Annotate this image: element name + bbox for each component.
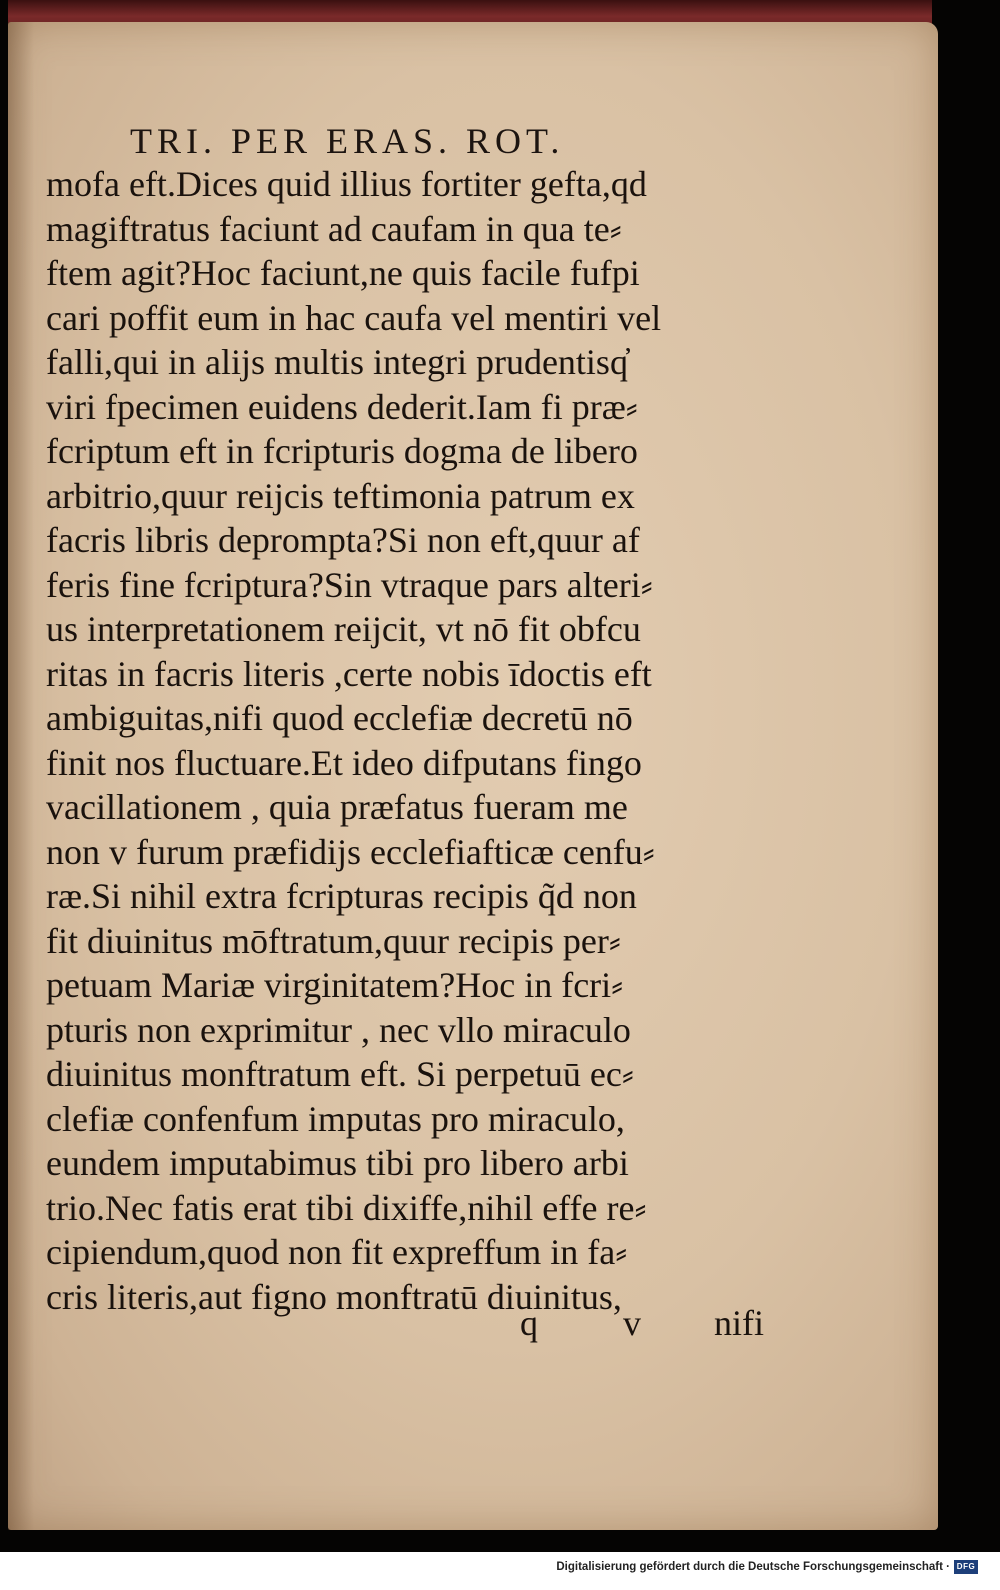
catchword-line (8, 1302, 938, 1352)
signature-mark: q v (520, 1303, 679, 1343)
book-page (8, 22, 938, 1530)
text-line: ftem agit?Hoc faciunt,ne quis facile fufpi (46, 253, 640, 293)
funding-credit: Digitalisierung gefördert durch die Deutsche Forschungsgemeinschaft · (556, 1561, 950, 1573)
text-line: trio.Nec fatis erat tibi dixiffe,nihil effe re⸗ (46, 1187, 647, 1228)
text-line: finit nos fluctuare.Et ideo difputans fingo (46, 742, 642, 783)
text-line: ritas in facris literis ,certe nobis īdoctis eft (46, 653, 652, 694)
text-line: petuam Mariæ virginitatem?Hoc in fcri⸗ (46, 965, 624, 1005)
text-line: ræ.Si nihil extra fcripturas recipis q̃d non (46, 876, 637, 916)
text-line: eundem imputabimus tibi pro libero arbi (46, 1143, 629, 1183)
text-line: diuinitus monftratum eft. Si perpetuū ec⸗ (46, 1054, 634, 1094)
text-block (46, 162, 776, 1319)
text-line: cris literis,aut figno monftratū diuinitus, (46, 1276, 622, 1317)
footer-bar (0, 1552, 1000, 1590)
text-line: arbitrio,quur reijcis teftimonia patrum ex (46, 475, 635, 516)
running-head: TRI. PER ERAS. ROT. (130, 121, 565, 161)
catchword: nifi (714, 1303, 764, 1343)
text-line: viri fpecimen euidens dederit.Iam fi præ⸗ (46, 386, 638, 427)
text-line: vacillationem , quia præfatus fueram me (46, 787, 628, 827)
text-line: us interpretationem reijcit, vt nō fit obfcu (46, 609, 641, 649)
text-line: pturis non exprimitur , nec vllo miraculo (46, 1009, 631, 1050)
text-line: clefiæ confenfum imputas pro miraculo, (46, 1098, 625, 1139)
text-line: feris fine fcriptura?Sin vtraque pars alteri⸗ (46, 564, 653, 605)
text-line: mofa eft.Dices quid illius fortiter gefta,qd (46, 164, 647, 204)
text-line: cipiendum,quod non fit expreffum in fa⸗ (46, 1232, 628, 1272)
text-line: ambiguitas,nifi quod ecclefiæ decretū nō (46, 698, 633, 738)
text-line: magiftratus faciunt ad caufam in qua te⸗ (46, 208, 622, 249)
text-line: cari poffit eum in hac caufa vel mentiri vel (46, 297, 662, 338)
text-line: falli,qui in alijs multis integri prudentisq̓ (46, 342, 628, 382)
text-line: fit diuinitus mōftratum,quur recipis per⸗ (46, 920, 621, 961)
text-line: fcriptum eft in fcripturis dogma de libero (46, 431, 638, 471)
text-line: non v furum præfidijs ecclefiafticæ cenfu⸗ (46, 831, 655, 872)
dfg-logo-icon: DFG (954, 1560, 978, 1574)
text-line: facris libris deprompta?Si non eft,quur af (46, 520, 640, 560)
